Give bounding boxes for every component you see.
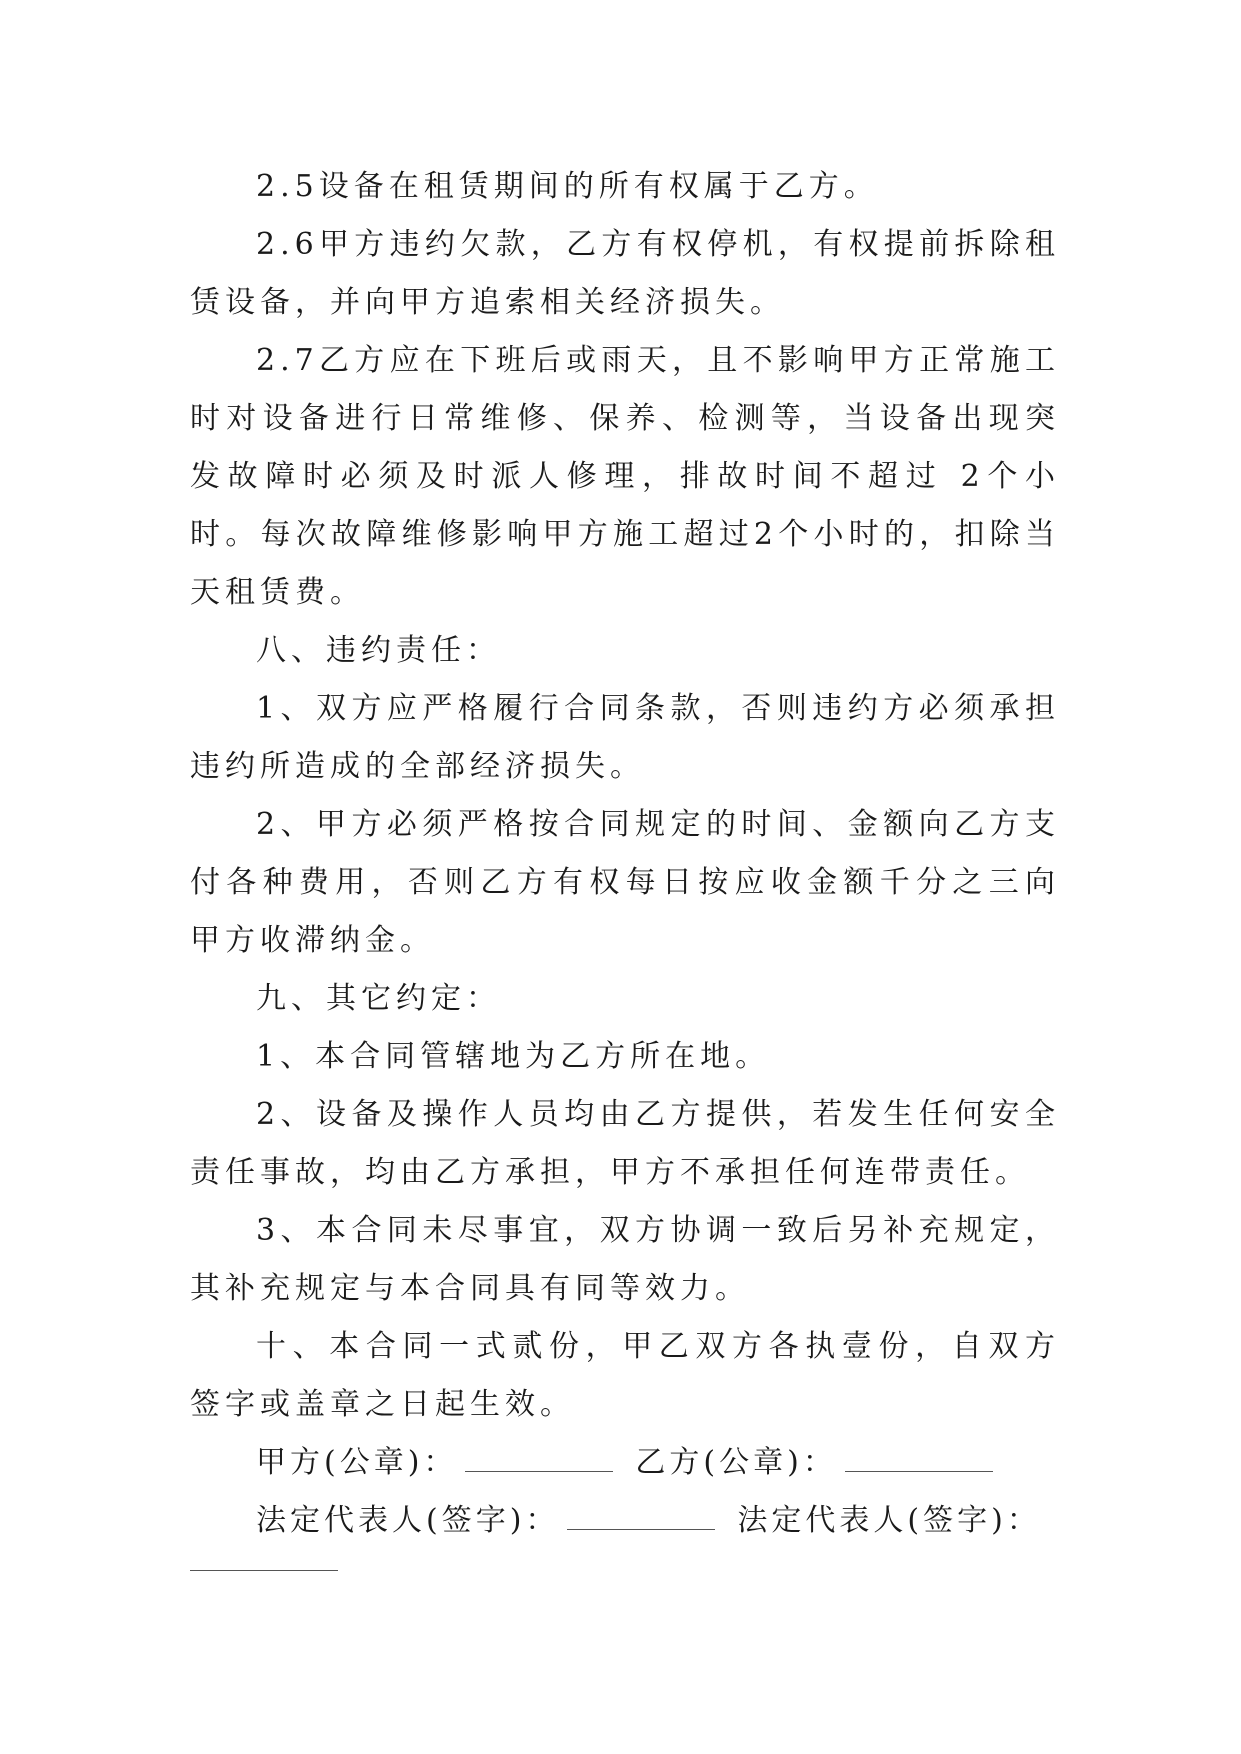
clause-2-5: 2.5设备在租赁期间的所有权属于乙方。 bbox=[256, 169, 879, 204]
legal-rep-b-blank bbox=[190, 1570, 338, 1571]
breach-clause-2: 2、甲方必须严格按合同规定的时间、金额向乙方支付各种费用，否则乙方有权每日按应收金额千分之三向甲方收滞纳金。 bbox=[190, 807, 1060, 958]
document-body bbox=[190, 158, 1060, 1571]
section-ten-effectiveness: 十、本合同一式贰份，甲乙双方各执壹份，自双方签字或盖章之日起生效。 bbox=[190, 1329, 1060, 1422]
legal-rep-a-blank bbox=[567, 1509, 715, 1530]
section-heading-other: 九、其它约定： bbox=[256, 981, 501, 1016]
seal-signature-row bbox=[190, 1434, 1060, 1492]
breach-clause-1: 1、双方应严格履行合同条款，否则违约方必须承担违约所造成的全部经济损失。 bbox=[190, 691, 1060, 784]
section-heading-breach: 八、违约责任： bbox=[256, 633, 501, 668]
other-clause-3: 3、本合同未尽事宜，双方协调一致后另补充规定，其补充规定与本合同具有同等效力。 bbox=[190, 1213, 1060, 1306]
party-b-seal-blank bbox=[845, 1451, 993, 1472]
clause-2-7: 2.7乙方应在下班后或雨天，且不影响甲方正常施工时对设备进行日常维修、保养、检测等，当设备出现突发故障时必须及时派人修理，排故时间不超过 2个小时。每次故障维修影响甲方施工超过2个小时的，扣除当天租赁费。 bbox=[190, 343, 1060, 610]
party-a-seal-label: 甲方(公章)： bbox=[256, 1445, 458, 1480]
legal-rep-a-label: 法定代表人(签字)： bbox=[256, 1503, 560, 1538]
party-b-seal-label: 乙方(公章)： bbox=[635, 1445, 837, 1480]
other-clause-1: 1、本合同管辖地为乙方所在地。 bbox=[256, 1039, 771, 1074]
legal-rep-b-label: 法定代表人(签字)： bbox=[737, 1503, 1041, 1538]
clause-2-6: 2.6甲方违约欠款，乙方有权停机，有权提前拆除租赁设备，并向甲方追索相关经济损失。 bbox=[190, 227, 1060, 320]
legal-rep-signature-row bbox=[190, 1492, 1060, 1550]
other-clause-2: 2、设备及操作人员均由乙方提供，若发生任何安全责任事故，均由乙方承担，甲方不承担任何连带责任。 bbox=[190, 1097, 1060, 1190]
party-a-seal-blank bbox=[465, 1451, 613, 1472]
